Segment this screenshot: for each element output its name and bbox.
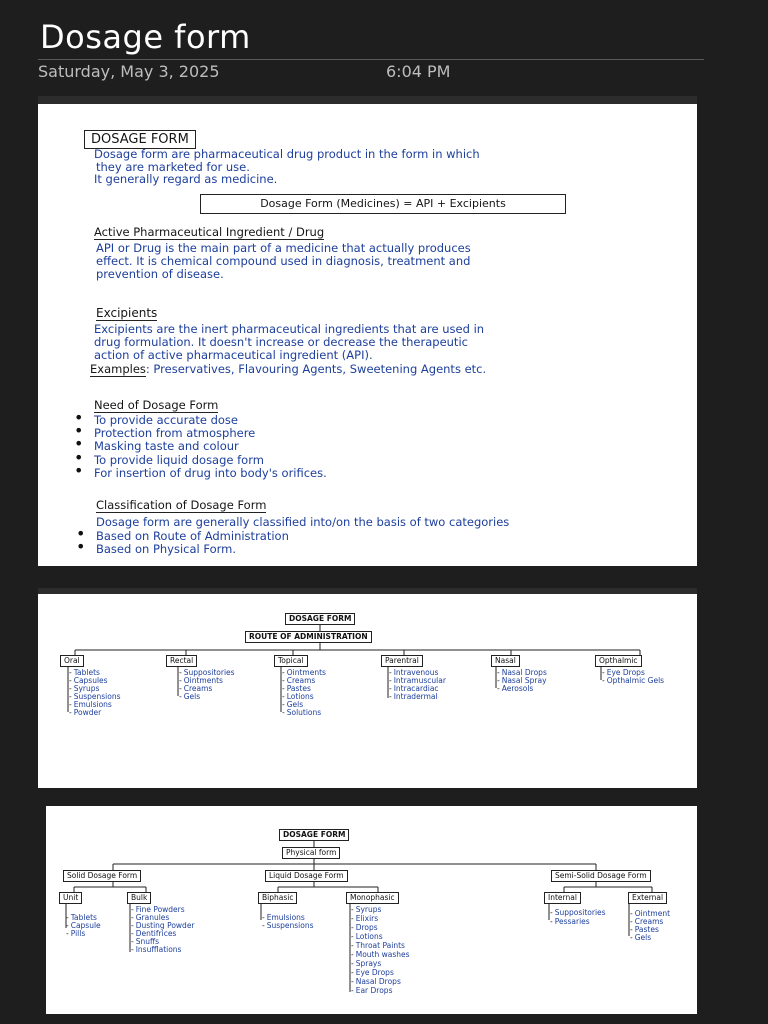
route-root-node: DOSAGE FORM: [285, 613, 355, 625]
examples-line: [90, 362, 486, 376]
examples-label: Examples: [90, 362, 146, 376]
excipients-line-2: drug formulation. It doesn't increase or decrease the therapeutic: [94, 335, 468, 349]
api-text: [96, 242, 471, 281]
solid-bulk-item: - Insufflations: [131, 946, 181, 954]
route-rectal-item: - Creams: [179, 685, 212, 693]
semisolid-internal-item: - Pessaries: [550, 918, 590, 926]
need-item: • To provide accurate dose: [94, 414, 327, 427]
api-line-1: API or Drug is the main part of a medicine that actually produces: [96, 241, 471, 255]
liquid-dosage-node: Liquid Dosage Form: [265, 870, 348, 882]
route-oral-item: - Emulsions: [69, 701, 112, 709]
route-nasal-item: - Aerosols: [497, 685, 533, 693]
route-opthalmic-item: - Opthalmic Gels: [602, 677, 664, 685]
route-parentral-item: - Intracardiac: [389, 685, 439, 693]
dosage-form-heading: DOSAGE FORM: [84, 130, 196, 149]
note-date: Saturday, May 3, 2025: [38, 62, 220, 81]
route-rectal-item: - Suppositories: [179, 669, 235, 677]
api-line-3: prevention of disease.: [96, 267, 224, 281]
route-rectal-item: - Ointments: [179, 677, 223, 685]
route-nasal-item: - Nasal Spray: [497, 677, 547, 685]
notes-image-1: [38, 96, 697, 566]
semisolid-internal-node: Internal: [544, 892, 581, 904]
route-oral-item: - Suspensions: [69, 693, 121, 701]
route-topical-node: Topical: [274, 655, 308, 667]
route-oral-item: - Powder: [69, 709, 101, 717]
notes-image-3: [46, 806, 697, 1014]
liquid-monophasic-item: - Ear Drops: [351, 987, 392, 995]
title-divider: [38, 59, 704, 60]
route-nasal-node: Nasal: [491, 655, 520, 667]
semisolid-external-item: - Ointment: [630, 910, 670, 918]
need-heading: Need of Dosage Form: [94, 398, 219, 412]
classification-item: • Based on Route of Administration: [96, 530, 509, 544]
route-oral-item: - Tablets: [69, 669, 100, 677]
excipients-heading: Excipients: [96, 306, 158, 320]
classification-item: • Based on Physical Form.: [96, 543, 509, 557]
need-item: • For insertion of drug into body's orifices.: [94, 467, 327, 480]
route-tree-lines: [38, 588, 697, 788]
solid-bulk-item: - Snuffs: [131, 938, 159, 946]
formula-box: Dosage Form (Medicines) = API + Excipients: [200, 194, 566, 214]
route-subroot-node: ROUTE OF ADMINISTRATION: [245, 631, 372, 643]
need-item: • Masking taste and colour: [94, 440, 327, 453]
solid-bulk-item: - Fine Powders: [131, 906, 185, 914]
semisolid-external-node: External: [628, 892, 667, 904]
route-rectal-node: Rectal: [166, 655, 197, 667]
route-oral-item: - Capsules: [69, 677, 108, 685]
semisolid-internal-item: - Suppositories: [550, 909, 606, 917]
route-topical-item: - Pastes: [282, 685, 311, 693]
route-oral-item: - Syrups: [69, 685, 99, 693]
api-heading: Active Pharmaceutical Ingredient / Drug: [94, 225, 325, 239]
semisolid-external-item: - Creams: [630, 918, 663, 926]
solid-bulk-item: - Dusting Powder: [131, 922, 195, 930]
definition-line-2: they are marketed for use.: [96, 159, 250, 174]
semisolid-dosage-node: Semi-Solid Dosage Form: [551, 870, 651, 882]
route-oral-node: Oral: [60, 655, 84, 667]
solid-bulk-item: - Dentifrices: [131, 930, 176, 938]
excipients-text: [94, 323, 484, 362]
route-parentral-node: Parentral: [381, 655, 423, 667]
solid-bulk-node: Bulk: [127, 892, 151, 904]
need-item: • To provide liquid dosage form: [94, 454, 327, 467]
solid-unit-node: Unit: [59, 892, 82, 904]
solid-unit-item: - Pills: [66, 930, 85, 938]
liquid-monophasic-item: - Lotions: [351, 933, 383, 941]
liquid-monophasic-node: Monophasic: [346, 892, 399, 904]
liquid-monophasic-item: - Throat Paints: [351, 942, 405, 950]
solid-unit-item: - Tablets: [66, 914, 97, 922]
classification-heading: Classification of Dosage Form: [96, 498, 267, 512]
route-nasal-item: - Nasal Drops: [497, 669, 547, 677]
liquid-biphasic-item: - Suspensions: [262, 922, 314, 930]
route-rectal-item: - Gels: [179, 693, 200, 701]
liquid-monophasic-item: - Drops: [351, 924, 378, 932]
route-opthalmic-item: - Eye Drops: [602, 669, 645, 677]
solid-dosage-node: Solid Dosage Form: [63, 870, 141, 882]
need-list: [94, 414, 327, 480]
classification-text: [96, 516, 509, 557]
route-opthalmic-node: Opthalmic: [595, 655, 642, 667]
solid-bulk-item: - Granules: [131, 914, 169, 922]
route-parentral-item: - Intravenous: [389, 669, 438, 677]
liquid-monophasic-item: - Sprays: [351, 960, 381, 968]
route-topical-item: - Solutions: [282, 709, 321, 717]
liquid-biphasic-item: - Emulsions: [262, 914, 305, 922]
route-topical-item: - Lotions: [282, 693, 314, 701]
liquid-monophasic-item: - Nasal Drops: [351, 978, 401, 986]
excipients-line-1: Excipients are the inert pharmaceutical ingredients that are used in: [94, 322, 485, 336]
page-title: Dosage form: [40, 18, 251, 56]
physical-subroot-node: Physical form: [282, 847, 340, 859]
notes-image-2: [38, 588, 697, 788]
definition-line-3: It generally regard as medicine.: [94, 172, 278, 186]
solid-unit-item: - Capsule: [66, 922, 101, 930]
route-parentral-item: - Intradermal: [389, 693, 438, 701]
semisolid-external-item: - Gels: [630, 934, 651, 942]
route-topical-item: - Creams: [282, 677, 315, 685]
physical-root-node: DOSAGE FORM: [279, 829, 349, 841]
examples-text: : Preservatives, Flavouring Agents, Sweetening Agents etc.: [145, 362, 487, 376]
liquid-monophasic-item: - Syrups: [351, 906, 381, 914]
image-top-band: [38, 96, 697, 104]
semisolid-external-item: - Pastes: [630, 926, 659, 934]
definition-line-1: Dosage form are pharmaceutical drug product in the form in which: [94, 147, 480, 161]
liquid-monophasic-item: - Elixirs: [351, 915, 378, 923]
route-topical-item: - Ointments: [282, 669, 326, 677]
liquid-monophasic-item: - Eye Drops: [351, 969, 394, 977]
definition-text: [94, 148, 480, 186]
route-parentral-item: - Intramuscular: [389, 677, 446, 685]
route-topical-item: - Gels: [282, 701, 303, 709]
liquid-monophasic-item: - Mouth washes: [351, 951, 410, 959]
api-line-2: effect. It is chemical compound used in diagnosis, treatment and: [96, 254, 471, 268]
note-time: 6:04 PM: [386, 62, 451, 81]
classification-intro: Dosage form are generally classified into/on the basis of two categories: [96, 515, 510, 529]
excipients-line-3: action of active pharmaceutical ingredient (API).: [94, 348, 373, 362]
need-item: • Protection from atmosphere: [94, 427, 327, 440]
liquid-biphasic-node: Biphasic: [258, 892, 297, 904]
